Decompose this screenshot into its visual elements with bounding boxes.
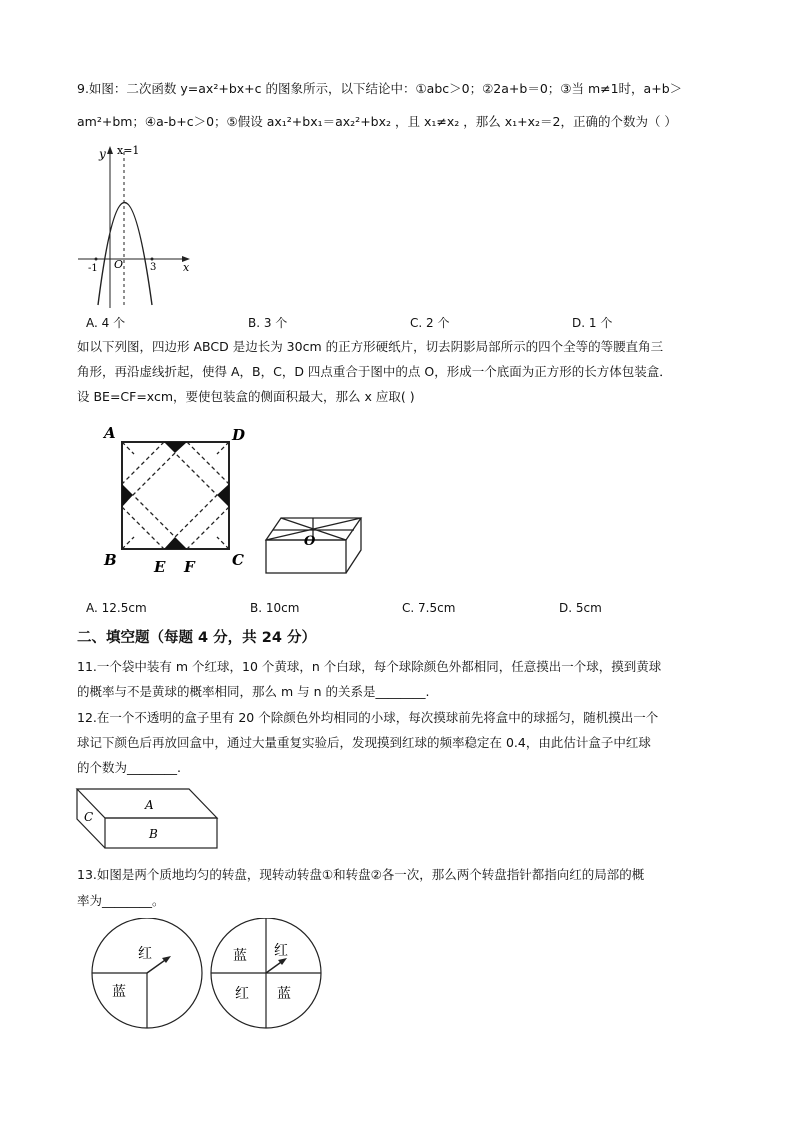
spinner2-blue-tl: 蓝 (233, 948, 247, 964)
spinner-2 (211, 918, 321, 1028)
spinner-1 (92, 918, 202, 1028)
q9-line1: 9.如图：二次函数 y=ax²+bx+c 的图象所示，以下结论中：①abc＞0；②2a+b＝0；③当 m≠1时，a+b＞ (77, 81, 683, 96)
q10-label-o: O (304, 534, 316, 549)
q12-box-figure (74, 786, 224, 852)
spinner2-red-bl: 红 (235, 986, 249, 1002)
q9-option-d: D. 1 个 (572, 316, 613, 330)
q10-line1: 如以下列图，四边形 ABCD 是边长为 30cm 的正方形硬纸片，切去阴影局部所示的四个全等的等腰直角三 (77, 339, 664, 354)
q10-square-figure (96, 420, 366, 580)
q10-option-b: B. 10cm (250, 601, 300, 615)
q10-option-c: C. 7.5cm (402, 601, 456, 615)
q10-line3: 设 BE=CF=xcm，要使包装盒的侧面积最大，那么 x 应取( ) (77, 389, 415, 404)
q9-tick-pos: 3 (150, 262, 157, 273)
q10-option-a: A. 12.5cm (86, 601, 147, 615)
q10-line2: 角形，再沿虚线折起，使得 A，B，C，D 四点重合于图中的点 O，形成一个底面为正方形的长方体包装盒． (77, 364, 672, 379)
q9-sym-label: x=1 (117, 144, 140, 157)
q9-tick-neg: -1 (88, 263, 98, 274)
q10-label-b: B (104, 551, 117, 569)
q9-option-c: C. 2 个 (410, 316, 450, 330)
q9-origin-label: O (114, 258, 124, 271)
q9-y-arrow (107, 146, 113, 154)
q13-line1: 13.如图是两个质地均匀的转盘，现转动转盘①和转盘②各一次，那么两个转盘指针都指向红的局部的概 (77, 867, 645, 882)
q9-line2: am²+bm；④a-b+c＞0；⑤假设 ax₁²+bx₁＝ax₂²+bx₂ ，且 x₁≠x₂ ，那么 x₁+x₂＝2，正确的个数为（ ） (77, 114, 677, 129)
q10-label-e: E (154, 558, 166, 576)
spinner2-blue-br: 蓝 (277, 986, 291, 1002)
q9-y-label: y (99, 147, 106, 161)
q12-label-a: A (145, 798, 154, 812)
q12-line2: 球记下颜色后再放回盒中，通过大量重复实验后，发现摸到红球的频率稳定在 0.4，由此估计盒子中红球 (77, 735, 651, 750)
q10-option-d: D. 5cm (559, 601, 602, 615)
spinner2-red-tr: 红 (274, 943, 288, 959)
q11-line1: 11.一个袋中装有 m 个红球，10 个黄球，n 个白球，每个球除颜色外都相同，任意摸出一个球，摸到黄球 (77, 659, 662, 674)
spinner1-blue: 蓝 (112, 984, 126, 1000)
q9-parabola-curve (98, 203, 152, 306)
q9-option-a: A. 4 个 (86, 316, 126, 330)
q11-line2: 的概率与不是黄球的概率相同，那么 m 与 n 的关系是________. (77, 684, 430, 699)
spinner1-red: 红 (138, 946, 152, 962)
q9-parabola-graph (76, 140, 196, 310)
q10-label-d: D (232, 426, 246, 444)
q12-line3: 的个数为________. (77, 760, 181, 775)
section-title: 二、填空题（每题 4 分，共 24 分） (77, 630, 316, 646)
q10-label-c: C (232, 551, 244, 569)
q13-line2: 率为________。 (77, 893, 165, 908)
q9-x-label: x (183, 261, 190, 274)
q10-label-f: F (184, 558, 195, 576)
q12-label-b: B (149, 827, 158, 841)
q10-label-a: A (104, 424, 116, 442)
q9-option-b: B. 3 个 (248, 316, 288, 330)
q12-label-c: C (84, 810, 94, 824)
q12-line1: 12.在一个不透明的盒子里有 20 个除颜色外均相同的小球，每次摸球前先将盒中的球摇匀，随机摸出一个 (77, 710, 659, 725)
q13-spinners (90, 918, 330, 1033)
